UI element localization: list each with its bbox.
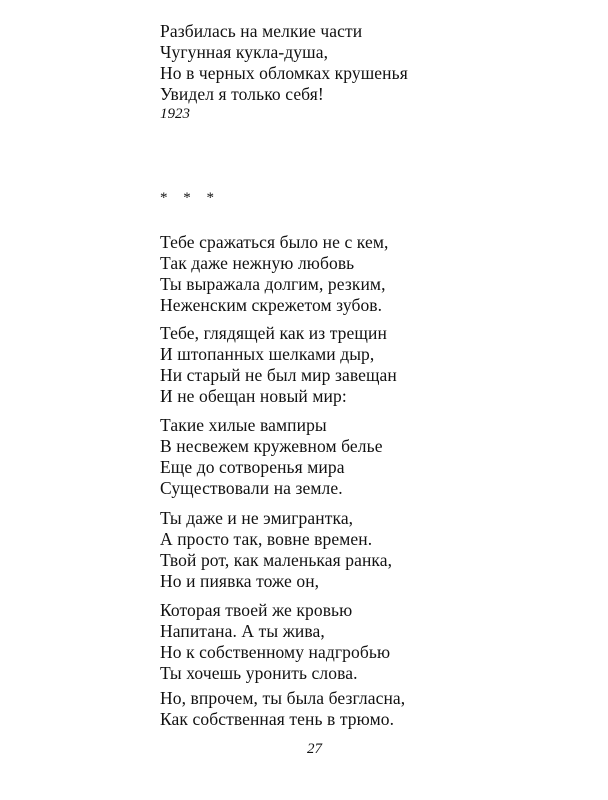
stanza-1 [160,232,388,316]
poem-line: Чугунная кукла-душа, [160,42,329,62]
poem-line: Ты даже и не эмигрантка, [160,508,354,528]
poem-line: Как собственная тень в трюмо. [160,709,395,729]
poem-line: Такие хилые вампиры [160,415,327,435]
poem-line: Ты хочешь уронить слова. [160,663,358,683]
poem-line: Твой рот, как маленькая ранка, [160,550,393,570]
page-number: 27 [307,741,322,757]
poem-line: Существовали на земле. [160,478,343,498]
poem-line: Тебе сражаться было не с кем, [160,232,389,252]
poem-line: Так даже нежную любовь [160,253,355,273]
poem-line: Тебе, глядящей как из трещин [160,323,387,343]
poem-ending-stanza [160,21,408,105]
poem-line: Ты выражала долгим, резким, [160,274,386,294]
poem-line: Еще до сотворенья мира [160,457,345,477]
poem-line: В несвежем кружевном белье [160,436,383,456]
poem-line: Разбилась на мелкие части [160,21,363,41]
stanza-2 [160,323,397,407]
poem-line: Увидел я только себя! [160,84,324,104]
poem-line: Неженским скрежетом зубов. [160,295,383,315]
poem-separator: * * * [160,190,220,206]
stanza-4 [160,508,392,592]
poem-line: Но к собственному надгробью [160,642,391,662]
poem-line: И не обещан новый мир: [160,386,347,406]
poem-line: Но, впрочем, ты была безгласна, [160,688,406,708]
stanza-3 [160,415,383,499]
poem-year: 1923 [160,106,190,122]
poem-line: Напитана. А ты жива, [160,621,325,641]
poem-line: Ни старый не был мир завещан [160,365,397,385]
stanza-5 [160,600,390,684]
poem-line: Которая твоей же кровью [160,600,353,620]
stanza-6 [160,688,405,730]
poem-line: Но в черных обломках крушенья [160,63,408,83]
poem-line: И штопанных шелками дыр, [160,344,375,364]
poem-line: Но и пиявка тоже он, [160,571,320,591]
poem-line: А просто так, вовне времен. [160,529,373,549]
